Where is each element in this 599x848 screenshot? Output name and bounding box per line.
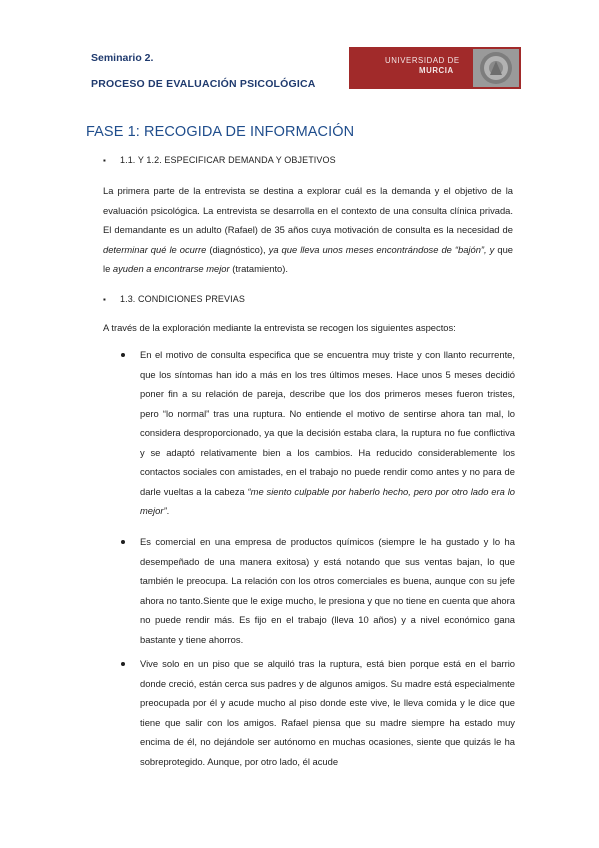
paragraph-demand [103,181,513,279]
document-title: PROCESO DE EVALUACIÓN PSICOLÓGICA [91,78,316,90]
square-bullet-icon: ▪ [103,295,106,304]
text-run: Vive solo en un piso que se alquiló tras la ruptura, está bien porque está en el barrio donde creció, están cerca sus padres y de algunos amigos. Su madre está especialmente preocupada por él y acude mucho al piso donde este vive, le lleva comida y le dice que tiene que salir con los amigos. Rafael piensa que su madre siempre ha estado muy encima de él, no dejándole ser autónomo en muchas ocasiones, siente que quizás le ha sobreprotegido. Aunque, por otro lado, él acude [140,658,515,767]
logo-text-top: UNIVERSIDAD DE [385,56,460,65]
emphasis-text: “me siento culpable por haberlo hecho, pero por otro lado era lo mejor” [140,485,515,516]
text-run: (diagnóstico), [206,243,269,255]
text-run: (tratamiento). [229,263,288,274]
subsection-heading-conditions: 1.3. CONDICIONES PREVIAS [120,294,245,304]
university-logo [349,47,521,89]
university-seal-icon [473,49,519,87]
text-run: En el motivo de consulta especifica que se encuentra muy triste y con llanto recurrente, que los síntomas han ido a más en los tres últimos meses. Hace unos 5 meses decidió poner fin a su relación de pareja, describe que los dos primeros meses fueron tristes, pero “lo normal” tras una ruptura. No entiende el motivo de sentirse ahora tan mal, lo considera desproporcionado, ya que la decisión estaba clara, la ruptura no fue conflictiva y se adaptó relativamente bien a los cambios. Ha reducido considerablemente los contactos sociales con amistades, en el trabajo no puede rendir como antes y no para de darle vueltas a la cabeza [140,349,515,497]
list-item [140,532,515,649]
seminar-label: Seminario 2. [91,52,154,64]
bullet-dot-icon [121,540,125,544]
logo-text-bottom: MURCIA [419,66,454,75]
section-title: FASE 1: RECOGIDA DE INFORMACIÓN [86,124,355,140]
text-run: Es comercial en una empresa de productos químicos (siempre le ha gustado y lo ha desempeñado de una manera exitosa) y está notando que sus ventas bajan, lo que también le preocupa. La relación con los otros comerciales es buena, aunque con su jefe ahora no tanto.Siente que le exige mucho, le presiona y que no tiene en cuenta que ahora no puede rendir más. Es fijo en el trabajo (lleva 10 años) y a nivel económico gana bastante y tiene ahorros. [140,536,515,645]
text-run: . [166,505,170,516]
list-item [140,654,515,771]
page-header [0,0,599,110]
text-run: que le [103,243,514,274]
emphasis-text: ya que lleva unos meses encontrándose de “bajón”, y [268,243,495,255]
list-item [140,345,515,521]
emphasis-text: determinar qué le ocurre [103,243,207,255]
square-bullet-icon: ▪ [103,156,106,165]
paragraph-intro: A través de la exploración mediante la entrevista se recogen los siguientes aspectos: [103,322,456,333]
bullet-dot-icon [121,353,125,357]
bullet-dot-icon [121,662,125,666]
text-run: La primera parte de la entrevista se destina a explorar cuál es la demanda y el objetivo de la evaluación psicológica. La entrevista se desarrolla en el contexto de una consulta clínica privada. El demandante es un adulto (Rafael) de 35 años cuya motivación de consulta es la necesidad de [103,185,513,235]
logo-text [385,56,460,76]
emphasis-text: ayuden a encontrarse mejor [112,263,230,274]
subsection-heading-demand: 1.1. Y 1.2. ESPECIFICAR DEMANDA Y OBJETIVOS [120,155,336,165]
